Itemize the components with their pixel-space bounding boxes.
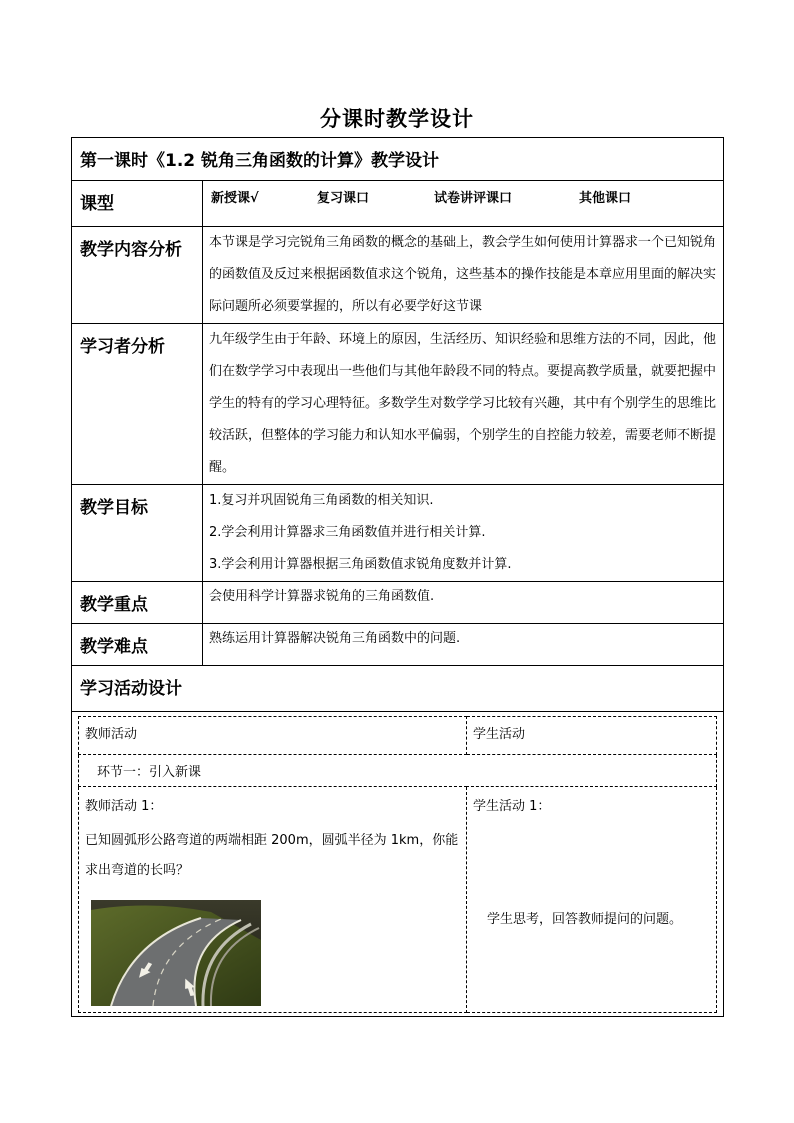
key-points-text: 会使用科学计算器求锐角的三角函数值. xyxy=(203,582,724,624)
key-points-label: 教学重点 xyxy=(72,582,203,624)
course-type-label: 课型 xyxy=(72,181,203,227)
teacher-activity-header: 教师活动 xyxy=(79,717,467,755)
course-type-option: 其他课口 xyxy=(579,191,632,206)
learner-analysis-label: 学习者分析 xyxy=(72,324,203,485)
student-activity-1 xyxy=(467,787,717,1013)
page-title: 分课时教学设计 xyxy=(320,107,474,131)
difficulties-label: 教学难点 xyxy=(72,624,203,666)
activity-design-cell xyxy=(72,712,724,1017)
course-type-option: 新授课√ xyxy=(211,191,259,206)
teacher-activity-1-label: 教师活动 1： xyxy=(85,799,163,814)
course-type-option: 试卷讲评课口 xyxy=(434,191,513,206)
content-analysis-text: 本节课是学习完锐角三角函数的概念的基础上，教会学生如何使用计算器求一个已知锐角的函数值及反过来根据函数值求这个锐角，这些基本的操作技能是本章应用里面的解决实际问题所必须要掌握的，所以有必要学好这节课 xyxy=(203,227,724,324)
student-activity-1-text: 学生思考，回答教师提问的问题。 xyxy=(487,912,683,927)
segment-title: 环节一：引入新课 xyxy=(79,755,717,787)
course-type-options xyxy=(203,181,723,206)
student-activity-header: 学生活动 xyxy=(467,717,717,755)
course-type-option: 复习课口 xyxy=(317,191,370,206)
curved-road-image xyxy=(91,900,261,1006)
objectives-list xyxy=(203,485,724,582)
lesson-design-table xyxy=(71,137,724,1017)
activity-design-label: 学习活动设计 xyxy=(72,666,724,712)
objective-item: 3.学会利用计算器根据三角函数值求锐角度数并计算. xyxy=(209,557,512,572)
activity-table xyxy=(78,716,717,1013)
teacher-activity-1-text: 已知圆弧形公路弯道的两端相距 200m，圆弧半径为 1km，你能求出弯道的长吗？ xyxy=(85,833,459,878)
objectives-label: 教学目标 xyxy=(72,485,203,582)
content-analysis-label: 教学内容分析 xyxy=(72,227,203,324)
objective-item: 1.复习并巩固锐角三角函数的相关知识. xyxy=(209,493,434,508)
teacher-activity-1 xyxy=(79,787,467,1013)
student-activity-1-label: 学生活动 1： xyxy=(473,799,551,814)
objective-item: 2.学会利用计算器求三角函数值并进行相关计算. xyxy=(209,525,486,540)
course-type-cell xyxy=(203,181,724,227)
lesson-title: 第一课时《1.2 锐角三角函数的计算》教学设计 xyxy=(72,138,724,181)
learner-analysis-text: 九年级学生由于年龄、环境上的原因，生活经历、知识经验和思维方法的不同，因此，他们在数学学习中表现出一些他们与其他年龄段不同的特点。要提高教学质量，就要把握中学生的特有的学习心理特征。多数学生对数学学习比较有兴趣，其中有个别学生的思维比较活跃，但整体的学习能力和认知水平偏弱，个别学生的自控能力较差，需要老师不断提醒。 xyxy=(203,324,724,485)
difficulties-text: 熟练运用计算器解决锐角三角函数中的问题. xyxy=(203,624,724,666)
